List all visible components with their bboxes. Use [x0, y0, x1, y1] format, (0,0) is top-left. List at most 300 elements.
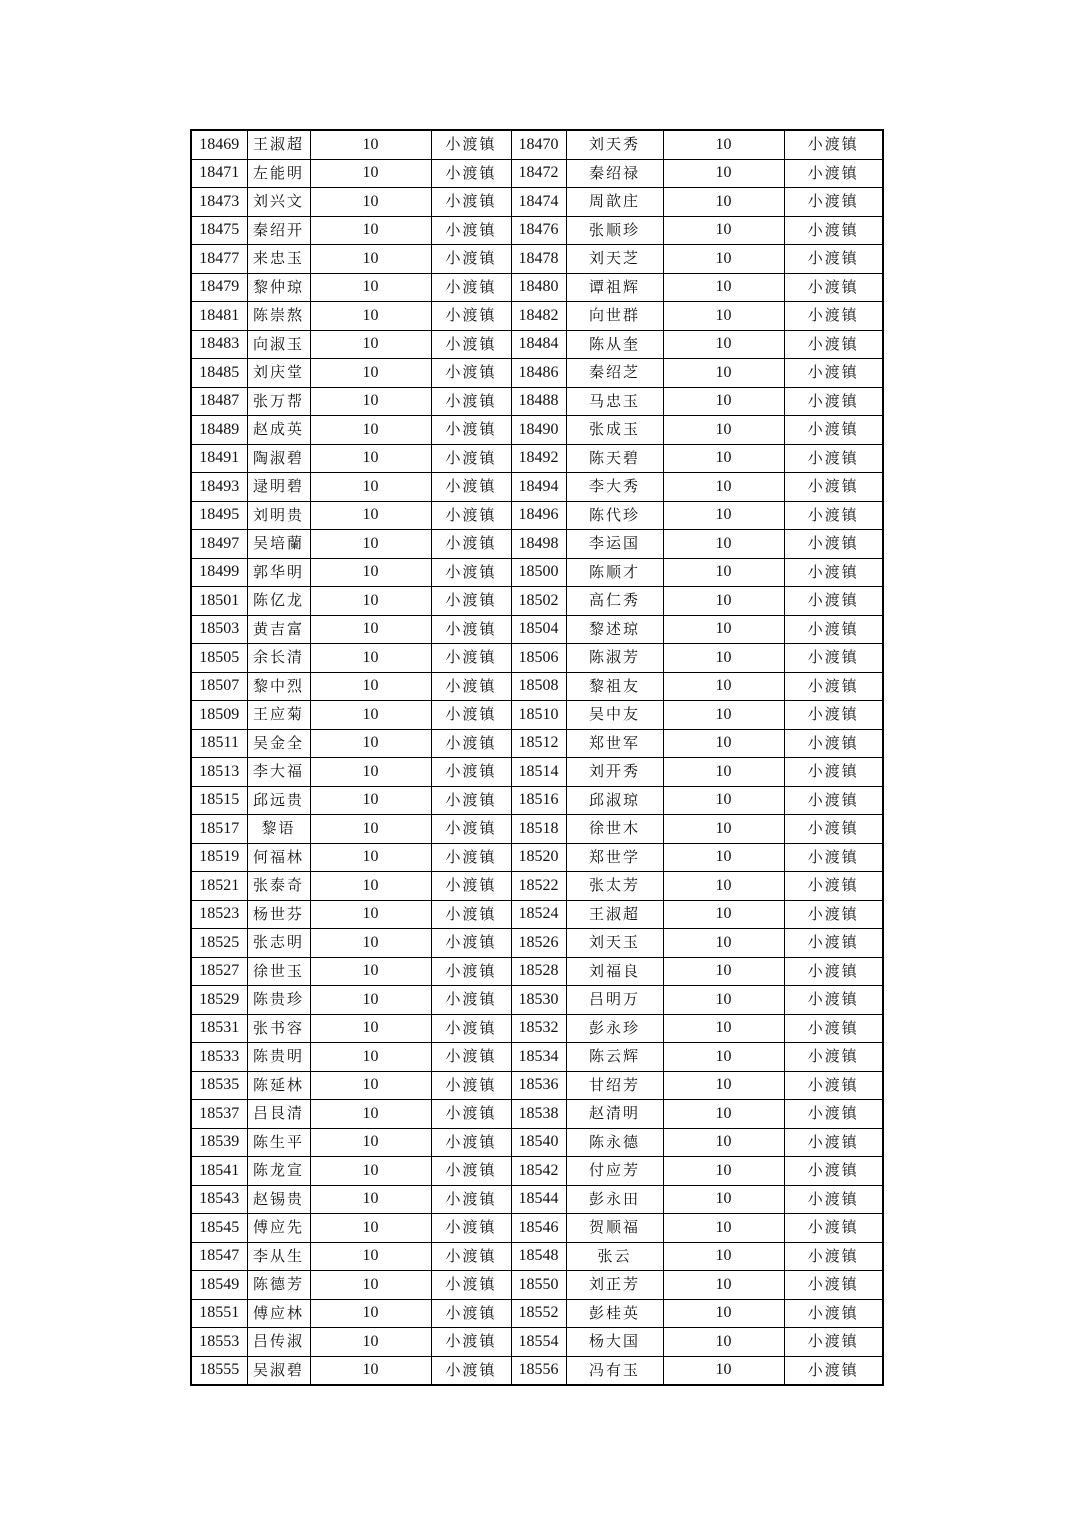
town-name-cell: 小渡镇 — [431, 188, 511, 217]
record-number-cell: 18488 — [511, 387, 566, 416]
town-name-cell: 小渡镇 — [431, 416, 511, 445]
person-name-cell: 彭永田 — [566, 1185, 663, 1214]
record-number-cell: 18549 — [191, 1271, 247, 1300]
table-row — [191, 273, 883, 302]
record-number-cell: 18537 — [191, 1100, 247, 1129]
person-name-cell: 傅应林 — [247, 1299, 310, 1328]
person-name-cell: 黎仲琼 — [247, 273, 310, 302]
record-number-cell: 18518 — [511, 815, 566, 844]
record-number-cell: 18475 — [191, 216, 247, 245]
person-name-cell: 陈亿龙 — [247, 587, 310, 616]
person-name-cell: 陈龙宣 — [247, 1157, 310, 1186]
quantity-cell: 10 — [310, 473, 431, 502]
record-number-cell: 18528 — [511, 957, 566, 986]
town-name-cell: 小渡镇 — [784, 758, 883, 787]
record-number-cell: 18526 — [511, 929, 566, 958]
quantity-cell: 10 — [663, 843, 784, 872]
town-name-cell: 小渡镇 — [784, 587, 883, 616]
quantity-cell: 10 — [663, 986, 784, 1015]
record-number-cell: 18522 — [511, 872, 566, 901]
town-name-cell: 小渡镇 — [431, 159, 511, 188]
record-number-cell: 18535 — [191, 1071, 247, 1100]
town-name-cell: 小渡镇 — [431, 929, 511, 958]
person-name-cell: 秦绍禄 — [566, 159, 663, 188]
table-row — [191, 1299, 883, 1328]
record-number-cell: 18511 — [191, 729, 247, 758]
record-number-cell: 18540 — [511, 1128, 566, 1157]
quantity-cell: 10 — [663, 701, 784, 730]
person-name-cell: 徐世玉 — [247, 957, 310, 986]
record-number-cell: 18484 — [511, 330, 566, 359]
record-number-cell: 18530 — [511, 986, 566, 1015]
record-number-cell: 18485 — [191, 359, 247, 388]
record-number-cell: 18525 — [191, 929, 247, 958]
quantity-cell: 10 — [310, 188, 431, 217]
town-name-cell: 小渡镇 — [784, 159, 883, 188]
town-name-cell: 小渡镇 — [784, 815, 883, 844]
record-number-cell: 18472 — [511, 159, 566, 188]
table-row — [191, 159, 883, 188]
town-name-cell: 小渡镇 — [431, 729, 511, 758]
record-number-cell: 18543 — [191, 1185, 247, 1214]
town-name-cell: 小渡镇 — [431, 701, 511, 730]
record-number-cell: 18539 — [191, 1128, 247, 1157]
quantity-cell: 10 — [663, 359, 784, 388]
quantity-cell: 10 — [310, 872, 431, 901]
town-name-cell: 小渡镇 — [431, 558, 511, 587]
person-name-cell: 张成玉 — [566, 416, 663, 445]
table-row — [191, 957, 883, 986]
person-name-cell: 郭华明 — [247, 558, 310, 587]
person-name-cell: 张志明 — [247, 929, 310, 958]
person-name-cell: 何福林 — [247, 843, 310, 872]
record-number-cell: 18487 — [191, 387, 247, 416]
quantity-cell: 10 — [663, 330, 784, 359]
record-number-cell: 18497 — [191, 530, 247, 559]
person-name-cell: 吴淑碧 — [247, 1356, 310, 1385]
quantity-cell: 10 — [310, 786, 431, 815]
table-row — [191, 501, 883, 530]
quantity-cell: 10 — [663, 1214, 784, 1243]
town-name-cell: 小渡镇 — [431, 1271, 511, 1300]
person-name-cell: 张顺珍 — [566, 216, 663, 245]
record-number-cell: 18545 — [191, 1214, 247, 1243]
quantity-cell: 10 — [663, 216, 784, 245]
record-number-cell: 18556 — [511, 1356, 566, 1385]
person-name-cell: 王淑超 — [247, 130, 310, 159]
table-row — [191, 245, 883, 274]
person-name-cell: 余长清 — [247, 644, 310, 673]
person-name-cell: 陈永德 — [566, 1128, 663, 1157]
person-name-cell: 刘开秀 — [566, 758, 663, 787]
table-row — [191, 644, 883, 673]
town-name-cell: 小渡镇 — [431, 130, 511, 159]
record-number-cell: 18504 — [511, 615, 566, 644]
quantity-cell: 10 — [310, 1185, 431, 1214]
table-row — [191, 473, 883, 502]
quantity-cell: 10 — [310, 302, 431, 331]
person-name-cell: 陈崇熬 — [247, 302, 310, 331]
record-number-cell: 18505 — [191, 644, 247, 673]
table-row — [191, 615, 883, 644]
record-number-cell: 18491 — [191, 444, 247, 473]
person-name-cell: 付应芳 — [566, 1157, 663, 1186]
record-number-cell: 18496 — [511, 501, 566, 530]
town-name-cell: 小渡镇 — [784, 1185, 883, 1214]
quantity-cell: 10 — [663, 957, 784, 986]
person-name-cell: 徐世木 — [566, 815, 663, 844]
record-number-cell: 18555 — [191, 1356, 247, 1385]
town-name-cell: 小渡镇 — [784, 1128, 883, 1157]
town-name-cell: 小渡镇 — [784, 872, 883, 901]
person-name-cell: 张太芳 — [566, 872, 663, 901]
town-name-cell: 小渡镇 — [784, 1214, 883, 1243]
town-name-cell: 小渡镇 — [784, 1328, 883, 1357]
quantity-cell: 10 — [310, 558, 431, 587]
record-number-cell: 18527 — [191, 957, 247, 986]
quantity-cell: 10 — [663, 416, 784, 445]
quantity-cell: 10 — [310, 1242, 431, 1271]
town-name-cell: 小渡镇 — [431, 587, 511, 616]
person-name-cell: 彭永珍 — [566, 1014, 663, 1043]
town-name-cell: 小渡镇 — [431, 758, 511, 787]
town-name-cell: 小渡镇 — [784, 330, 883, 359]
record-number-cell: 18534 — [511, 1043, 566, 1072]
table-row — [191, 815, 883, 844]
quantity-cell: 10 — [663, 1128, 784, 1157]
table-row — [191, 786, 883, 815]
person-name-cell: 谭祖辉 — [566, 273, 663, 302]
quantity-cell: 10 — [663, 1157, 784, 1186]
town-name-cell: 小渡镇 — [431, 986, 511, 1015]
table-row — [191, 900, 883, 929]
quantity-cell: 10 — [310, 216, 431, 245]
person-name-cell: 周歆庄 — [566, 188, 663, 217]
person-name-cell: 邱淑琼 — [566, 786, 663, 815]
person-name-cell: 刘天秀 — [566, 130, 663, 159]
person-name-cell: 向淑玉 — [247, 330, 310, 359]
town-name-cell: 小渡镇 — [431, 815, 511, 844]
quantity-cell: 10 — [663, 188, 784, 217]
record-number-cell: 18498 — [511, 530, 566, 559]
town-name-cell: 小渡镇 — [431, 644, 511, 673]
record-number-cell: 18469 — [191, 130, 247, 159]
record-number-cell: 18533 — [191, 1043, 247, 1072]
town-name-cell: 小渡镇 — [431, 387, 511, 416]
town-name-cell: 小渡镇 — [784, 501, 883, 530]
quantity-cell: 10 — [310, 1014, 431, 1043]
quantity-cell: 10 — [663, 729, 784, 758]
quantity-cell: 10 — [310, 1128, 431, 1157]
person-name-cell: 黎语 — [247, 815, 310, 844]
table-row — [191, 444, 883, 473]
table-row — [191, 1043, 883, 1072]
town-name-cell: 小渡镇 — [431, 330, 511, 359]
person-name-cell: 陈云辉 — [566, 1043, 663, 1072]
town-name-cell: 小渡镇 — [784, 986, 883, 1015]
town-name-cell: 小渡镇 — [431, 1157, 511, 1186]
person-name-cell: 冯有玉 — [566, 1356, 663, 1385]
record-number-cell: 18552 — [511, 1299, 566, 1328]
quantity-cell: 10 — [310, 957, 431, 986]
town-name-cell: 小渡镇 — [431, 1014, 511, 1043]
quantity-cell: 10 — [310, 330, 431, 359]
table-row — [191, 530, 883, 559]
record-number-cell: 18516 — [511, 786, 566, 815]
person-name-cell: 陈淑芳 — [566, 644, 663, 673]
person-name-cell: 李从生 — [247, 1242, 310, 1271]
person-name-cell: 赵锡贵 — [247, 1185, 310, 1214]
record-number-cell: 18492 — [511, 444, 566, 473]
person-name-cell: 左能明 — [247, 159, 310, 188]
record-number-cell: 18506 — [511, 644, 566, 673]
quantity-cell: 10 — [663, 1356, 784, 1385]
town-name-cell: 小渡镇 — [784, 701, 883, 730]
person-name-cell: 张云 — [566, 1242, 663, 1271]
record-number-cell: 18479 — [191, 273, 247, 302]
town-name-cell: 小渡镇 — [784, 558, 883, 587]
person-name-cell: 郑世军 — [566, 729, 663, 758]
person-name-cell: 王应菊 — [247, 701, 310, 730]
record-number-cell: 18531 — [191, 1014, 247, 1043]
person-name-cell: 刘正芳 — [566, 1271, 663, 1300]
quantity-cell: 10 — [310, 758, 431, 787]
town-name-cell: 小渡镇 — [431, 872, 511, 901]
quantity-cell: 10 — [310, 929, 431, 958]
quantity-cell: 10 — [310, 273, 431, 302]
quantity-cell: 10 — [663, 872, 784, 901]
town-name-cell: 小渡镇 — [784, 416, 883, 445]
quantity-cell: 10 — [663, 1100, 784, 1129]
town-name-cell: 小渡镇 — [431, 216, 511, 245]
town-name-cell: 小渡镇 — [784, 729, 883, 758]
quantity-cell: 10 — [310, 1100, 431, 1129]
record-number-cell: 18536 — [511, 1071, 566, 1100]
town-name-cell: 小渡镇 — [431, 672, 511, 701]
person-name-cell: 刘天玉 — [566, 929, 663, 958]
town-name-cell: 小渡镇 — [784, 1242, 883, 1271]
record-number-cell: 18495 — [191, 501, 247, 530]
quantity-cell: 10 — [663, 558, 784, 587]
quantity-cell: 10 — [310, 1299, 431, 1328]
table-row — [191, 1071, 883, 1100]
town-name-cell: 小渡镇 — [431, 302, 511, 331]
quantity-cell: 10 — [310, 159, 431, 188]
table-row — [191, 1214, 883, 1243]
quantity-cell: 10 — [663, 929, 784, 958]
town-name-cell: 小渡镇 — [784, 1157, 883, 1186]
record-number-cell: 18554 — [511, 1328, 566, 1357]
record-number-cell: 18477 — [191, 245, 247, 274]
record-number-cell: 18480 — [511, 273, 566, 302]
roster-body — [191, 130, 883, 1385]
town-name-cell: 小渡镇 — [431, 1242, 511, 1271]
record-number-cell: 18474 — [511, 188, 566, 217]
quantity-cell: 10 — [663, 815, 784, 844]
town-name-cell: 小渡镇 — [431, 1185, 511, 1214]
person-name-cell: 陈代珍 — [566, 501, 663, 530]
record-number-cell: 18524 — [511, 900, 566, 929]
town-name-cell: 小渡镇 — [431, 615, 511, 644]
quantity-cell: 10 — [663, 1271, 784, 1300]
record-number-cell: 18519 — [191, 843, 247, 872]
record-number-cell: 18500 — [511, 558, 566, 587]
person-name-cell: 秦绍开 — [247, 216, 310, 245]
town-name-cell: 小渡镇 — [431, 245, 511, 274]
person-name-cell: 吕艮清 — [247, 1100, 310, 1129]
person-name-cell: 吴中友 — [566, 701, 663, 730]
quantity-cell: 10 — [310, 245, 431, 274]
town-name-cell: 小渡镇 — [784, 957, 883, 986]
record-number-cell: 18548 — [511, 1242, 566, 1271]
table-row — [191, 587, 883, 616]
record-number-cell: 18553 — [191, 1328, 247, 1357]
person-name-cell: 向世群 — [566, 302, 663, 331]
quantity-cell: 10 — [310, 615, 431, 644]
person-name-cell: 李大秀 — [566, 473, 663, 502]
record-number-cell: 18510 — [511, 701, 566, 730]
town-name-cell: 小渡镇 — [784, 1014, 883, 1043]
record-number-cell: 18512 — [511, 729, 566, 758]
quantity-cell: 10 — [310, 1157, 431, 1186]
record-number-cell: 18509 — [191, 701, 247, 730]
record-number-cell: 18547 — [191, 1242, 247, 1271]
quantity-cell: 10 — [663, 273, 784, 302]
record-number-cell: 18551 — [191, 1299, 247, 1328]
quantity-cell: 10 — [310, 359, 431, 388]
quantity-cell: 10 — [310, 986, 431, 1015]
record-number-cell: 18493 — [191, 473, 247, 502]
quantity-cell: 10 — [663, 1185, 784, 1214]
record-number-cell: 18478 — [511, 245, 566, 274]
table-row — [191, 302, 883, 331]
town-name-cell: 小渡镇 — [784, 359, 883, 388]
town-name-cell: 小渡镇 — [431, 843, 511, 872]
table-row — [191, 1157, 883, 1186]
quantity-cell: 10 — [663, 501, 784, 530]
quantity-cell: 10 — [663, 672, 784, 701]
record-number-cell: 18471 — [191, 159, 247, 188]
person-name-cell: 刘兴文 — [247, 188, 310, 217]
quantity-cell: 10 — [310, 444, 431, 473]
town-name-cell: 小渡镇 — [784, 302, 883, 331]
person-name-cell: 傅应先 — [247, 1214, 310, 1243]
quantity-cell: 10 — [310, 672, 431, 701]
record-number-cell: 18508 — [511, 672, 566, 701]
person-name-cell: 赵清明 — [566, 1100, 663, 1129]
quantity-cell: 10 — [310, 900, 431, 929]
town-name-cell: 小渡镇 — [784, 672, 883, 701]
record-number-cell: 18513 — [191, 758, 247, 787]
person-name-cell: 黄吉富 — [247, 615, 310, 644]
person-name-cell: 陈天碧 — [566, 444, 663, 473]
table-row — [191, 1356, 883, 1385]
record-number-cell: 18532 — [511, 1014, 566, 1043]
town-name-cell: 小渡镇 — [431, 786, 511, 815]
quantity-cell: 10 — [310, 815, 431, 844]
quantity-cell: 10 — [310, 130, 431, 159]
quantity-cell: 10 — [663, 530, 784, 559]
town-name-cell: 小渡镇 — [431, 473, 511, 502]
town-name-cell: 小渡镇 — [784, 615, 883, 644]
table-row — [191, 359, 883, 388]
table-row — [191, 872, 883, 901]
person-name-cell: 张书容 — [247, 1014, 310, 1043]
quantity-cell: 10 — [663, 1071, 784, 1100]
record-number-cell: 18546 — [511, 1214, 566, 1243]
person-name-cell: 刘庆堂 — [247, 359, 310, 388]
person-name-cell: 陈延林 — [247, 1071, 310, 1100]
quantity-cell: 10 — [310, 1214, 431, 1243]
person-name-cell: 秦绍芝 — [566, 359, 663, 388]
person-name-cell: 陈从奎 — [566, 330, 663, 359]
quantity-cell: 10 — [310, 1043, 431, 1072]
record-number-cell: 18544 — [511, 1185, 566, 1214]
table-row — [191, 1271, 883, 1300]
town-name-cell: 小渡镇 — [784, 473, 883, 502]
quantity-cell: 10 — [663, 444, 784, 473]
town-name-cell: 小渡镇 — [431, 273, 511, 302]
town-name-cell: 小渡镇 — [784, 900, 883, 929]
person-name-cell: 来忠玉 — [247, 245, 310, 274]
record-number-cell: 18501 — [191, 587, 247, 616]
table-row — [191, 1128, 883, 1157]
record-number-cell: 18494 — [511, 473, 566, 502]
record-number-cell: 18503 — [191, 615, 247, 644]
record-number-cell: 18473 — [191, 188, 247, 217]
quantity-cell: 10 — [663, 786, 784, 815]
quantity-cell: 10 — [310, 644, 431, 673]
quantity-cell: 10 — [310, 1328, 431, 1357]
record-number-cell: 18499 — [191, 558, 247, 587]
quantity-cell: 10 — [663, 900, 784, 929]
town-name-cell: 小渡镇 — [431, 359, 511, 388]
table-row — [191, 843, 883, 872]
person-name-cell: 黎中烈 — [247, 672, 310, 701]
record-number-cell: 18542 — [511, 1157, 566, 1186]
quantity-cell: 10 — [310, 416, 431, 445]
table-row — [191, 986, 883, 1015]
person-name-cell: 刘福良 — [566, 957, 663, 986]
table-row — [191, 216, 883, 245]
quantity-cell: 10 — [310, 843, 431, 872]
record-number-cell: 18470 — [511, 130, 566, 159]
town-name-cell: 小渡镇 — [784, 786, 883, 815]
town-name-cell: 小渡镇 — [784, 929, 883, 958]
quantity-cell: 10 — [663, 302, 784, 331]
record-number-cell: 18517 — [191, 815, 247, 844]
record-number-cell: 18483 — [191, 330, 247, 359]
quantity-cell: 10 — [663, 1299, 784, 1328]
person-name-cell: 吕明万 — [566, 986, 663, 1015]
person-name-cell: 王淑超 — [566, 900, 663, 929]
record-number-cell: 18502 — [511, 587, 566, 616]
table-row — [191, 387, 883, 416]
record-number-cell: 18538 — [511, 1100, 566, 1129]
quantity-cell: 10 — [663, 1328, 784, 1357]
record-number-cell: 18523 — [191, 900, 247, 929]
person-name-cell: 陈贵明 — [247, 1043, 310, 1072]
town-name-cell: 小渡镇 — [431, 1299, 511, 1328]
quantity-cell: 10 — [663, 1043, 784, 1072]
table-row — [191, 1185, 883, 1214]
town-name-cell: 小渡镇 — [784, 444, 883, 473]
town-name-cell: 小渡镇 — [431, 530, 511, 559]
person-name-cell: 杨大国 — [566, 1328, 663, 1357]
person-name-cell: 吕传淑 — [247, 1328, 310, 1357]
person-name-cell: 贺顺福 — [566, 1214, 663, 1243]
record-number-cell: 18507 — [191, 672, 247, 701]
